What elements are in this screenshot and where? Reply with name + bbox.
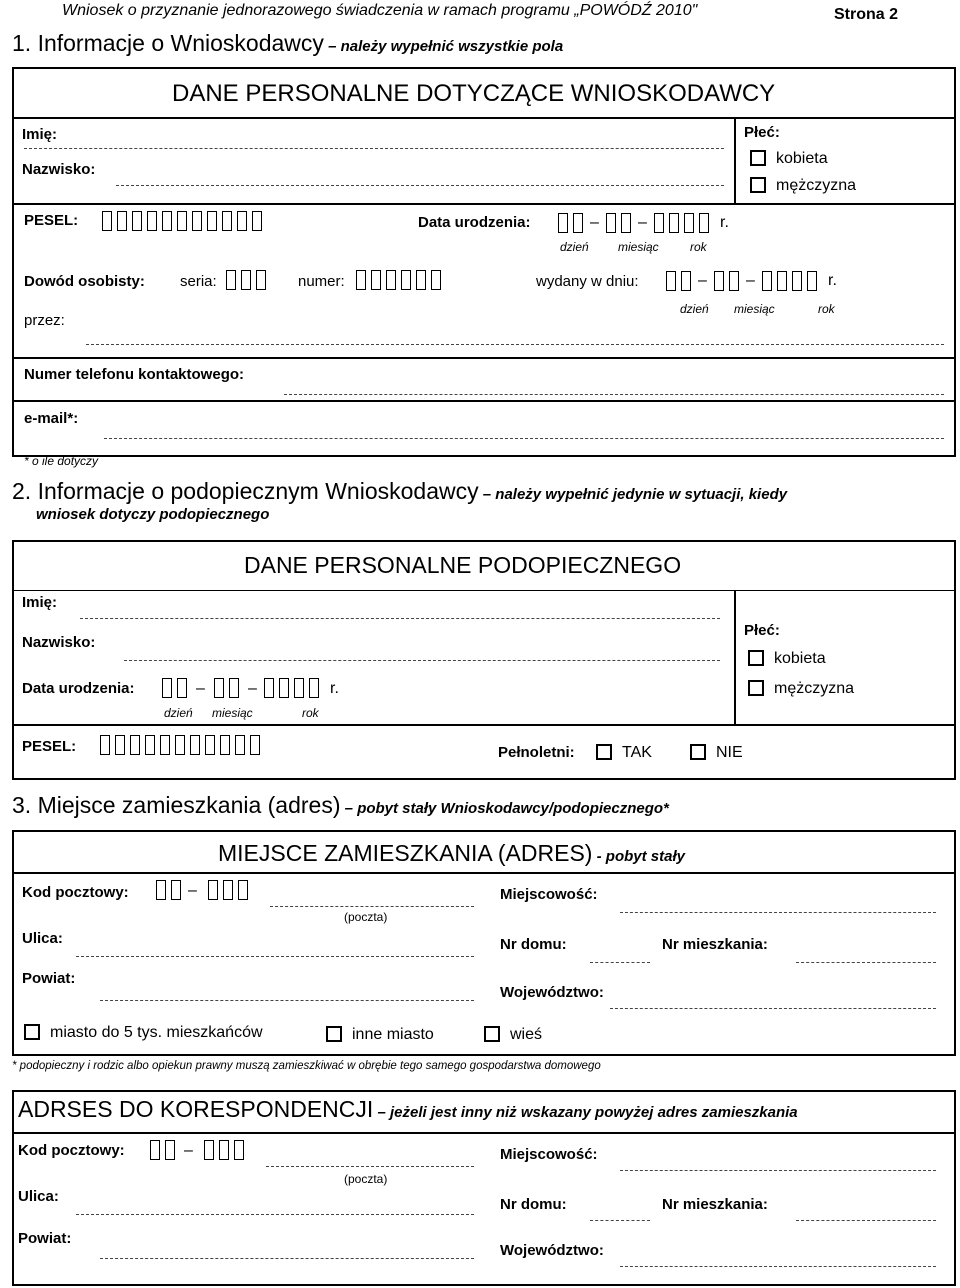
day-hint: dzień — [560, 240, 589, 254]
correspondence-title-text: ADRSES DO KORESPONDENCJI — [18, 1096, 374, 1122]
dep-gender-label: Płeć: — [744, 622, 780, 639]
section-1-title: 1. Informacje o Wnioskodawcy — [12, 30, 324, 56]
apartment-number-label: Nr mieszkania: — [662, 936, 768, 953]
birth-month-input[interactable] — [606, 213, 636, 233]
section-3-note: – pobyt stały Wnioskodawcy/podopiecznego* — [340, 800, 669, 817]
birth-day-input[interactable] — [558, 213, 588, 233]
city-field[interactable] — [620, 912, 936, 913]
postal-separator: – — [188, 882, 197, 899]
street-field[interactable] — [76, 956, 474, 957]
applicant-data-box — [12, 67, 956, 457]
county-field[interactable] — [100, 1000, 474, 1001]
postal-code-part2-input[interactable] — [208, 880, 253, 900]
id-series-input[interactable] — [226, 270, 271, 290]
issued-by-field[interactable] — [86, 344, 944, 345]
dep-birth-year-input[interactable] — [264, 678, 324, 698]
divider — [12, 117, 956, 119]
id-number-label: numer: — [298, 273, 345, 290]
postal-separator: – — [184, 1142, 193, 1159]
day-hint: dzień — [680, 302, 709, 316]
section-3-footnote: * podopieczny i rodzic albo opiekun prawny muszą zamieszkiwać w obrębie tego samego gospodarstwa domowego — [12, 1060, 601, 1072]
correspondence-box-title — [18, 1096, 798, 1123]
corr-apartment-number-label: Nr mieszkania: — [662, 1196, 768, 1213]
divider — [734, 590, 736, 724]
corr-county-label: Powiat: — [18, 1230, 72, 1247]
day-hint: dzień — [164, 706, 193, 720]
street-label: Ulica: — [22, 930, 63, 947]
date-separator: – — [698, 272, 707, 289]
birth-date-label: Data urodzenia: — [418, 214, 531, 231]
gender-label: Płeć: — [744, 124, 780, 141]
corr-post-office-label: (poczta) — [344, 1172, 388, 1186]
dependant-box-title: DANE PERSONALNE PODOPIECZNEGO — [244, 552, 682, 578]
residence-title-text: MIEJSCE ZAMIESZKANIA (ADRES) — [218, 840, 593, 866]
adult-yes-label: TAK — [622, 744, 652, 761]
dep-gender-male-label: mężczyzna — [774, 680, 855, 697]
page-number: Strona 2 — [834, 6, 899, 23]
adult-label: Pełnoletni: — [498, 744, 575, 761]
corr-post-office-field[interactable] — [266, 1166, 474, 1167]
dep-first-name-label: Imię: — [22, 594, 58, 611]
divider — [12, 590, 956, 591]
year-suffix: r. — [330, 680, 339, 697]
divider — [734, 117, 736, 203]
issued-by-label: przez: — [24, 312, 65, 329]
id-card-label: Dowód osobisty: — [24, 273, 145, 290]
dep-last-name-field[interactable] — [124, 660, 720, 661]
village-label: wieś — [510, 1026, 543, 1043]
small-town-checkbox[interactable] — [24, 1024, 40, 1040]
year-suffix: r. — [720, 214, 729, 231]
adult-no-checkbox[interactable] — [690, 744, 706, 760]
section-1-note: – należy wypełnić wszystkie pola — [323, 38, 564, 55]
correspondence-title-note: – jeżeli jest inny niż wskazany powyżej adres zamieszkania — [373, 1104, 798, 1121]
city-label: Miejscowość: — [500, 886, 598, 903]
section-2-note: – należy wypełnić jedynie w sytuacji, kiedy — [478, 486, 788, 503]
corr-postal-code-part2-input[interactable] — [204, 1140, 249, 1160]
other-city-checkbox[interactable] — [326, 1026, 342, 1042]
divider — [12, 724, 956, 726]
phone-label: Numer telefonu kontaktowego: — [24, 366, 245, 383]
gender-male-label: mężczyzna — [776, 177, 857, 194]
issued-date-label: wydany w dniu: — [536, 273, 639, 290]
section-1-footnote: * o ile dotyczy — [24, 454, 99, 468]
gender-female-checkbox[interactable] — [750, 150, 766, 166]
voivodeship-label: Województwo: — [500, 984, 604, 1001]
month-hint: miesiąc — [212, 706, 253, 720]
dep-birth-day-input[interactable] — [162, 678, 192, 698]
residence-box-title — [218, 840, 685, 867]
month-hint: miesiąc — [618, 240, 659, 254]
corr-postal-code-part1-input[interactable] — [150, 1140, 180, 1160]
gender-male-checkbox[interactable] — [750, 177, 766, 193]
last-name-label: Nazwisko: — [22, 161, 96, 178]
corr-house-number-label: Nr domu: — [500, 1196, 567, 1213]
voivodeship-field[interactable] — [610, 1008, 936, 1009]
dep-birth-month-input[interactable] — [214, 678, 244, 698]
small-town-label: miasto do 5 tys. mieszkańców — [50, 1024, 263, 1041]
date-separator: – — [638, 214, 647, 231]
month-hint: miesiąc — [734, 302, 775, 316]
residence-title-note: - pobyt stały — [592, 848, 685, 865]
corr-voivodeship-field[interactable] — [620, 1266, 936, 1267]
first-name-label: Imię: — [22, 126, 58, 143]
corr-apartment-number-field[interactable] — [796, 1220, 936, 1221]
dep-last-name-label: Nazwisko: — [22, 634, 96, 651]
apartment-number-field[interactable] — [796, 962, 936, 963]
section-2-title: 2. Informacje o podopiecznym Wnioskodawcy — [12, 478, 479, 504]
pesel-label: PESEL: — [24, 212, 79, 229]
date-separator: – — [746, 272, 755, 289]
section-2-heading — [12, 478, 787, 505]
form-header-title: Wniosek o przyznanie jednorazowego świadczenia w ramach programu „POWÓDŹ 2010" — [62, 2, 698, 19]
other-city-label: inne miasto — [352, 1026, 434, 1043]
applicant-box-title: DANE PERSONALNE DOTYCZĄCE WNIOSKODAWCY — [172, 80, 776, 107]
issued-month-input[interactable] — [714, 271, 744, 291]
year-suffix: r. — [828, 272, 837, 289]
issued-year-input[interactable] — [762, 271, 822, 291]
dep-birth-date-label: Data urodzenia: — [22, 680, 135, 697]
dep-first-name-field[interactable] — [80, 618, 720, 619]
divider — [12, 400, 956, 402]
section-3-heading — [12, 792, 669, 819]
house-number-label: Nr domu: — [500, 936, 567, 953]
corr-street-field[interactable] — [76, 1214, 474, 1215]
corr-voivodeship-label: Województwo: — [500, 1242, 604, 1259]
last-name-field[interactable] — [116, 185, 724, 186]
email-field[interactable] — [104, 438, 944, 439]
corr-postal-code-label: Kod pocztowy: — [18, 1142, 125, 1159]
divider — [12, 872, 956, 874]
postal-code-part1-input[interactable] — [156, 880, 186, 900]
corr-county-field[interactable] — [100, 1258, 474, 1259]
issued-day-input[interactable] — [666, 271, 696, 291]
divider — [12, 1132, 956, 1134]
divider — [12, 203, 956, 205]
gender-female-label: kobieta — [776, 150, 828, 167]
date-separator: – — [590, 214, 599, 231]
year-hint: rok — [690, 240, 707, 254]
year-hint: rok — [302, 706, 319, 720]
phone-field[interactable] — [284, 394, 944, 395]
dep-gender-female-checkbox[interactable] — [748, 650, 764, 666]
county-label: Powiat: — [22, 970, 76, 987]
id-number-input[interactable] — [356, 270, 446, 290]
first-name-field[interactable] — [24, 148, 724, 149]
email-label: e-mail*: — [24, 410, 79, 427]
house-number-field[interactable] — [590, 962, 650, 963]
corr-city-field[interactable] — [620, 1170, 936, 1171]
dep-pesel-input[interactable] — [100, 735, 265, 755]
post-office-field[interactable] — [270, 906, 474, 907]
dep-gender-male-checkbox[interactable] — [748, 680, 764, 696]
divider — [12, 357, 956, 359]
adult-yes-checkbox[interactable] — [596, 744, 612, 760]
village-checkbox[interactable] — [484, 1026, 500, 1042]
post-office-label: (poczta) — [344, 910, 388, 924]
date-separator: – — [196, 680, 205, 697]
dep-pesel-label: PESEL: — [22, 738, 77, 755]
pesel-input[interactable] — [102, 211, 267, 231]
section-3-title: 3. Miejsce zamieszkania (adres) — [12, 792, 341, 818]
corr-house-number-field[interactable] — [590, 1220, 650, 1221]
birth-year-input[interactable] — [654, 213, 714, 233]
section-1-heading — [12, 30, 563, 57]
dep-gender-female-label: kobieta — [774, 650, 826, 667]
id-series-label: seria: — [180, 273, 217, 290]
date-separator: – — [248, 680, 257, 697]
corr-city-label: Miejscowość: — [500, 1146, 598, 1163]
postal-code-label: Kod pocztowy: — [22, 884, 129, 901]
section-2-note-cont: wniosek dotyczy podopiecznego — [36, 506, 270, 523]
adult-no-label: NIE — [716, 744, 743, 761]
corr-street-label: Ulica: — [18, 1188, 59, 1205]
year-hint: rok — [818, 302, 835, 316]
